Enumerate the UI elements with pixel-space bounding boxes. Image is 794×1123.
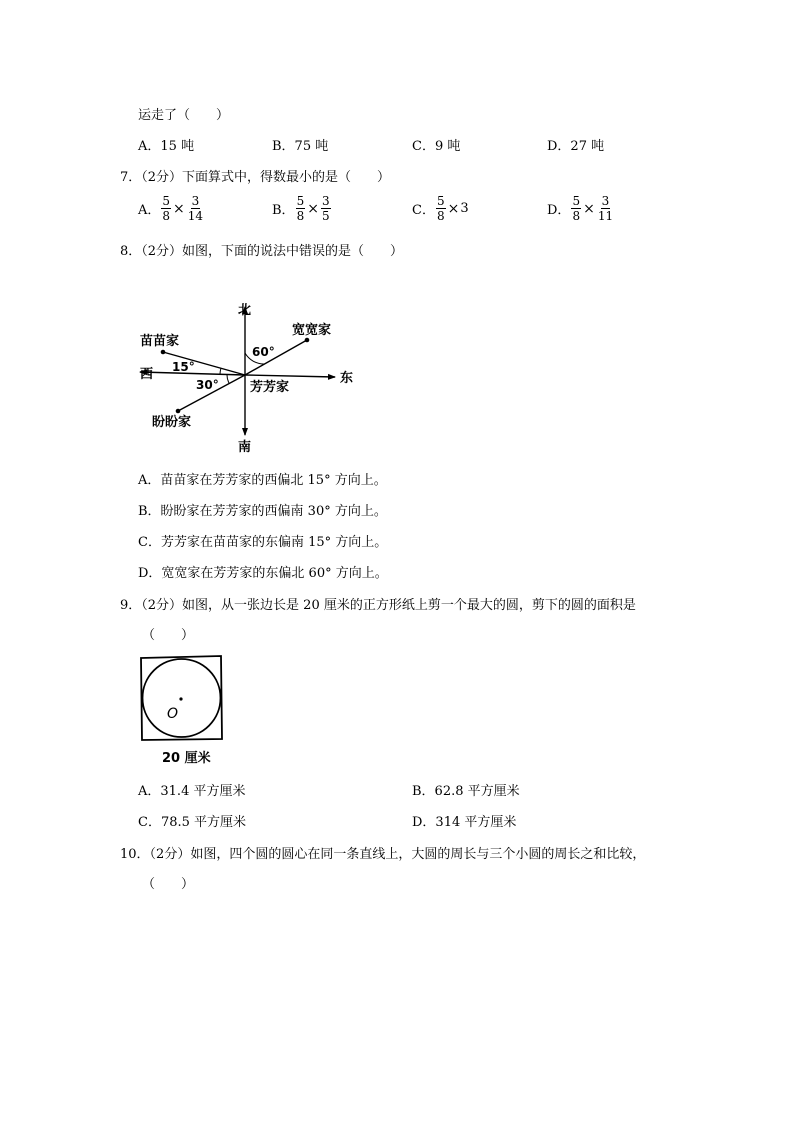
q9-option-b[interactable]: B．62.8 平方厘米 [412,784,520,799]
q7-option-a[interactable] [138,195,205,222]
q7-option-letter: B． [272,203,295,218]
q9-option-c[interactable]: C．78.5 平方厘米 [138,815,247,830]
center-point [179,697,182,700]
point-kuan [305,338,310,343]
compass-direction-figure [130,295,370,460]
label-angle-60: 60° [252,345,275,359]
q10-continuation: （ ） [142,877,195,892]
q6-option-a[interactable]: A．15 吨 [138,139,195,154]
q7-option-letter: C． [412,203,435,218]
fraction: $\frac{3}{14}$ [187,194,204,223]
q7-option-c[interactable] [412,195,469,222]
east-arrow [245,375,335,377]
whole-number: 3 [460,201,469,216]
times-sign: × [447,200,460,217]
center-label: O [167,706,179,722]
q9-option-a[interactable]: A．31.4 平方厘米 [138,784,246,799]
q7-option-letter: A． [138,203,161,218]
times-sign: × [173,200,185,217]
point-pan [176,409,181,414]
fraction: $\frac{3}{11}$ [597,194,614,223]
q9-stem: 9．（2分）如图，从一张边长是 20 厘米的正方形纸上剪一个最大的圆，剪下的圆的面积是 [120,598,636,613]
q9-option-d[interactable]: D．314 平方厘米 [412,815,517,830]
q10-stem: 10．（2分）如图，四个圆的圆心在同一条直线上，大圆的周长与三个小圆的周长之和比较， [120,847,646,862]
square-circle-figure [136,652,228,770]
times-sign: × [583,200,595,217]
q7-option-b[interactable] [272,195,332,222]
q6-continuation: 运走了（ ） [138,108,230,123]
label-angle-15: 15° [172,360,195,374]
fraction: $\frac{5}{8}$ [572,194,581,223]
q7-stem: 7．（2分）下面算式中，得数最小的是（ ） [120,170,391,185]
label-angle-30: 30° [196,378,219,392]
label-east: 东 [340,371,354,386]
label-south: 南 [238,440,252,455]
times-sign: × [307,200,319,217]
q8-option-a[interactable]: A．苗苗家在芳芳家的西偏北 15° 方向上。 [138,473,387,488]
q8-stem: 8．（2分）如图，下面的说法中错误的是（ ） [120,244,404,259]
q9-continuation: （ ） [142,628,195,643]
q6-option-c[interactable]: C．9 吨 [412,139,461,154]
angle-arc-15 [220,368,221,374]
label-north: 北 [238,303,252,318]
label-pan: 盼盼家 [152,415,192,430]
fraction: $\frac{5}{8}$ [296,194,305,223]
fraction: $\frac{3}{5}$ [321,194,330,223]
angle-arc-30 [227,374,229,383]
q7-option-letter: D． [547,203,571,218]
q8-option-c[interactable]: C．芳芳家在苗苗家的东偏南 15° 方向上。 [138,535,388,550]
side-length-caption: 20 厘米 [162,751,211,766]
fraction: $\frac{5}{8}$ [162,194,171,223]
point-miao [161,350,166,355]
label-miao: 苗苗家 [140,334,180,349]
q8-option-d[interactable]: D．宽宽家在芳芳家的东偏北 60° 方向上。 [138,566,388,581]
label-fang: 芳芳家 [250,380,290,395]
label-west: 西 [140,367,154,382]
q8-option-b[interactable]: B．盼盼家在芳芳家的西偏南 30° 方向上。 [138,504,387,519]
q7-option-d[interactable] [547,195,615,222]
q6-option-b[interactable]: B．75 吨 [272,139,329,154]
label-kuan: 宽宽家 [292,323,332,338]
fraction: $\frac{5}{8}$ [436,194,445,223]
q6-option-d[interactable]: D．27 吨 [547,139,605,154]
